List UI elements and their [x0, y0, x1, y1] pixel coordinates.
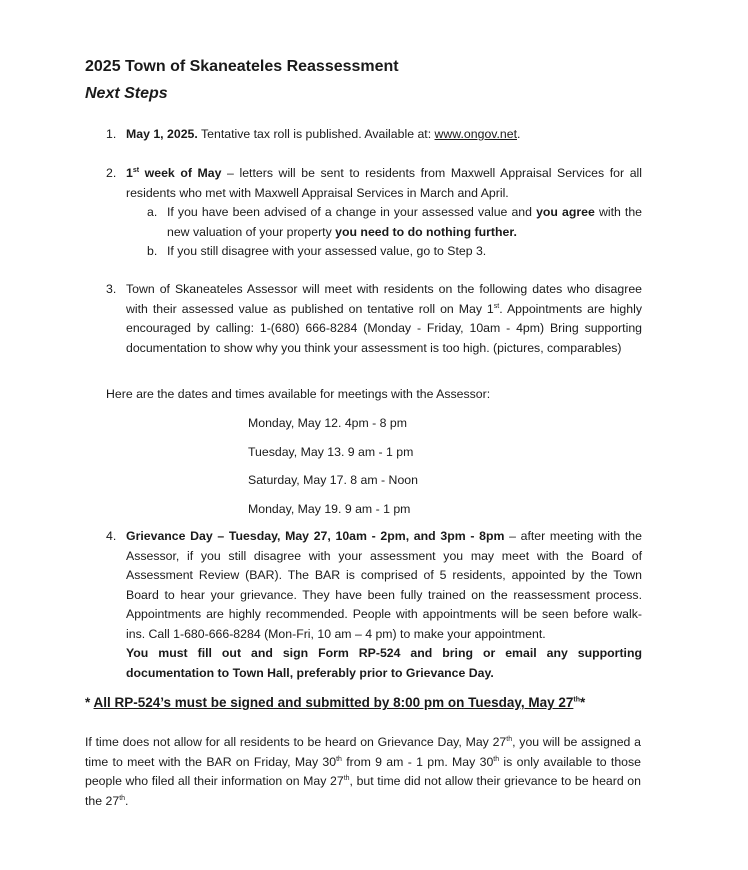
rp524-instruction: You must fill out and sign Form RP-524 and bring or email any supporting documentation to Town Hall, preferably prior to Grievance Day.: [126, 646, 642, 680]
step-number: 4.: [106, 529, 117, 543]
step-2-sub-b: b. If you still disagree with your assessed value, go to Step 3.: [147, 244, 487, 258]
step-2: [106, 164, 642, 262]
document-title: 2025 Town of Skaneateles Reassessment: [85, 58, 399, 75]
step-1: 1. May 1, 2025. Tentative tax roll is published. Available at: www.ongov.net.: [106, 125, 642, 145]
step-number: 3.: [106, 282, 117, 296]
ongov-link[interactable]: www.ongov.net: [434, 127, 518, 141]
step-2-text: – letters will be sent to residents from Maxwell Appraisal Services for all residents who met with Maxwell Appraisal Services in March and April.: [126, 166, 643, 200]
document-subtitle: Next Steps: [85, 85, 168, 102]
schedule-row: Monday, May 12. 4pm - 8 pm: [248, 416, 408, 430]
step-1-date: May 1, 2025.: [126, 127, 198, 141]
step-3: 3. Town of Skaneateles Assessor will meet with residents on the following dates who disagree with their assessed value as published on tentative roll on May 1st. Appointments are highly encouraged by calling: 1-(680) 666-8284 (Monday - Friday, 10am - 4pm) Bring supporting documentation to show why you think your assessment is too high. (pictures, comparables): [106, 282, 642, 355]
step-number: 2.: [106, 166, 117, 180]
assessor-schedule: [248, 414, 418, 528]
schedule-row: Monday, May 19. 9 am - 1 pm: [248, 501, 411, 516]
schedule-row: Tuesday, May 13. 9 am - 1 pm: [248, 444, 414, 459]
schedule-row: Saturday, May 17. 8 am - Noon: [248, 473, 418, 487]
step-4: 4. Grievance Day – Tuesday, May 27, 10am - 2pm, and 3pm - 8pm – after meeting with the Assessor, if you still disagree with your assessment you may meet with the Board of Assessment Review (BAR). The BAR is comprised of 5 residents, appointed by the Town Board to hear your grievance. They have been fully trained on the reassessment process. Appointments are highly recommended. People with appointments will be seen before walk-ins. Call 1-680-666-8284 (Mon-Fri, 10 am – 4 pm) to make your appointment. You must fill out and sign Form RP-524 and bring or email any supporting documentation to Town Hall, preferably prior to Grievance Day.: [106, 529, 642, 680]
deadline-notice: * All RP-524’s must be signed and submitted by 8:00 pm on Tuesday, May 27th*: [85, 695, 586, 710]
step-number: 1.: [106, 127, 117, 141]
grievance-day-heading: Grievance Day – Tuesday, May 27, 10am - 2pm, and 3pm - 8pm: [126, 529, 505, 543]
closing-paragraph: If time does not allow for all residents to be heard on Grievance Day, May 27th, you will be assigned a time to meet with the BAR on Friday, May 30th from 9 am - 1 pm. May 30th is only available to those people who filed all their information on May 27th, but time did not allow their grievance to be heard on the 27th.: [85, 735, 641, 808]
step-1-text: Tentative tax roll is published. Available at:: [197, 127, 435, 141]
step-2-sub-a: a. If you have been advised of a change in your assessed value and you agree with the new valuation of your property you need to do nothing further.: [147, 205, 643, 239]
step-2-heading: 1st week of May: [126, 166, 222, 180]
meetings-intro: Here are the dates and times available for meetings with the Assessor:: [106, 387, 491, 401]
